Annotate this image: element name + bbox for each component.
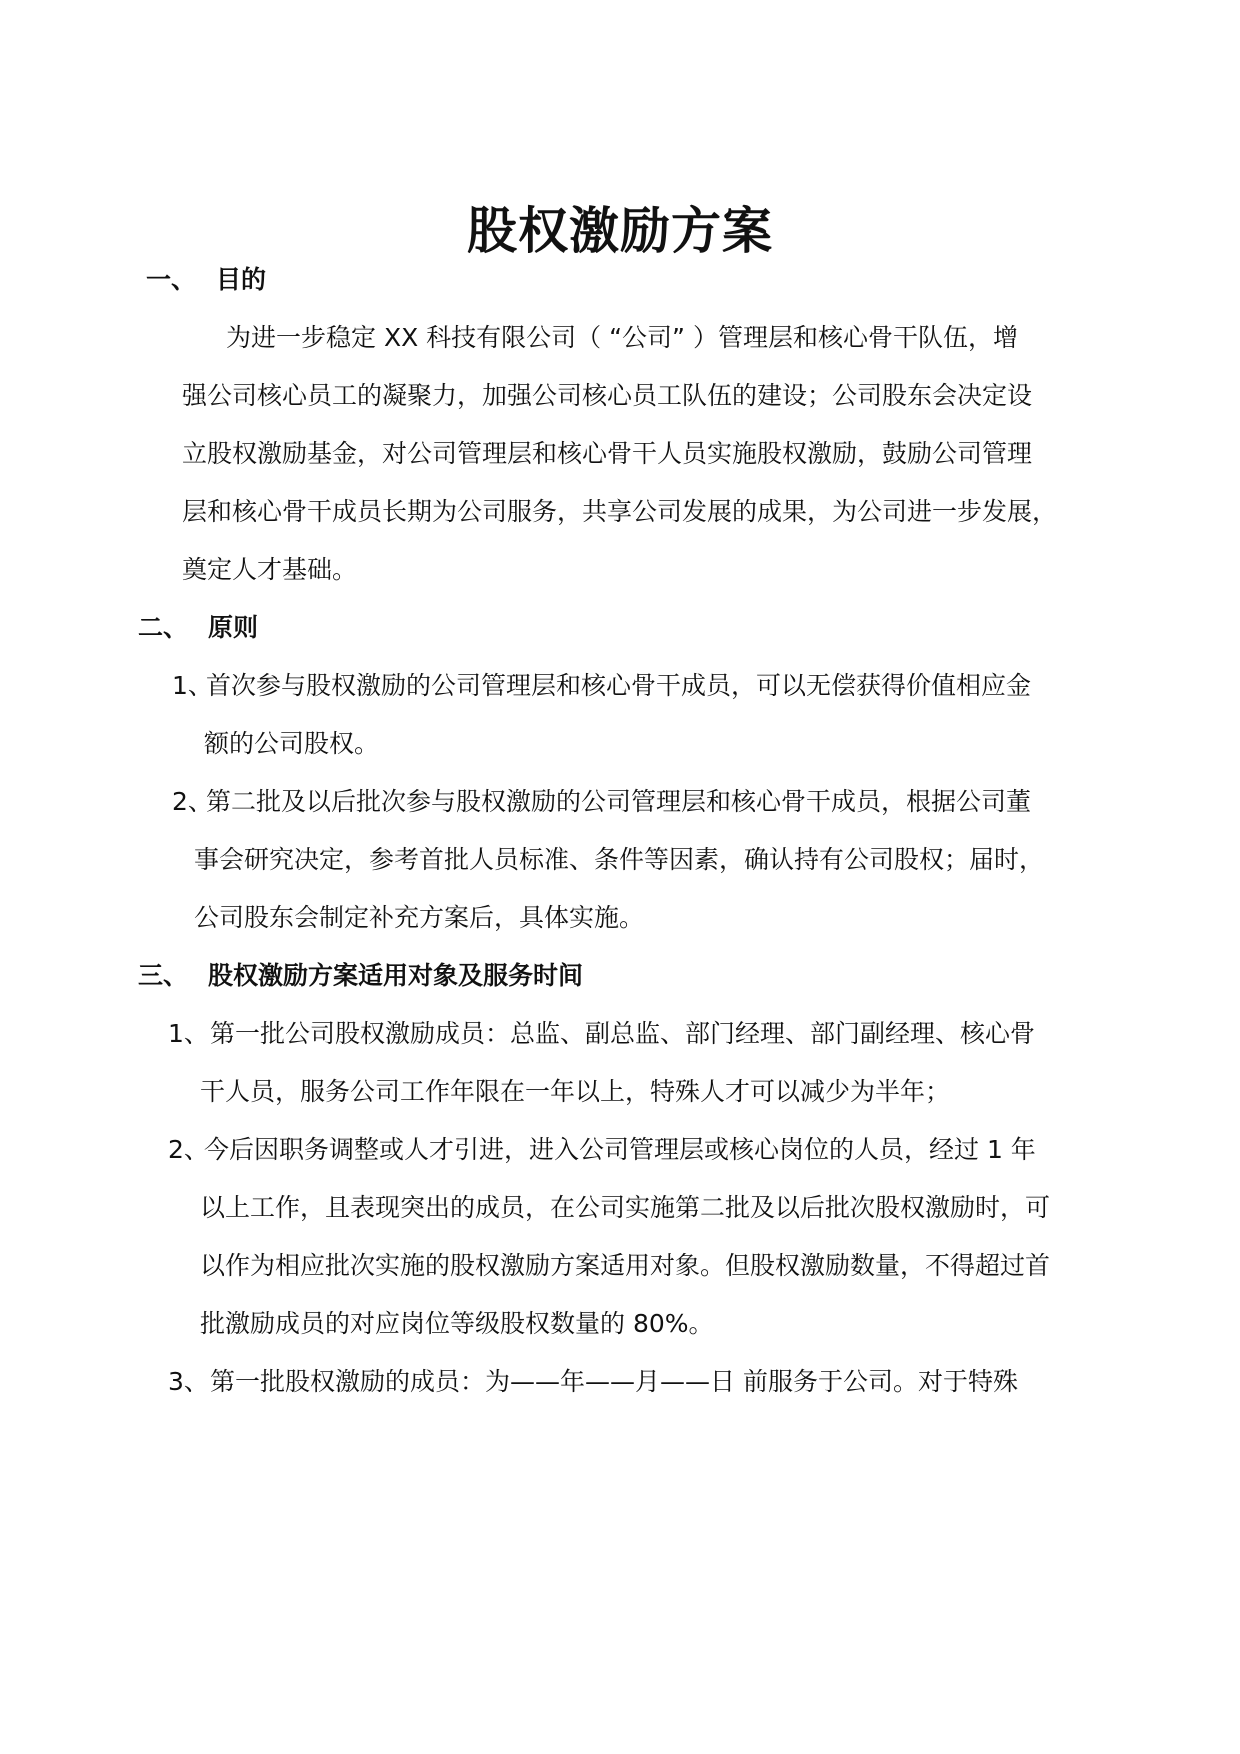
section-number: 二、 [138, 613, 189, 642]
list-item-line: 干人员，服务公司工作年限在一年以上，特殊人才可以减少为半年； [200, 1077, 951, 1106]
section-title: 目的 [216, 265, 267, 294]
list-item-line: 事会研究决定，参考首批人员标准、条件等因素，确认持有公司股权；届时， [194, 845, 1045, 874]
list-item-line: 第二批及以后批次参与股权激励的公司管理层和核心骨干成员，根据公司董 [206, 787, 1032, 816]
list-item-number: 1、 [168, 1019, 209, 1048]
list-item-line: 第一批股权激励的成员：为——年——月——日 前服务于公司。对于特殊 [210, 1367, 1018, 1396]
list-item-line: 首次参与股权激励的公司管理层和核心骨干成员，可以无偿获得价值相应金 [206, 671, 1032, 700]
document-title: 股权激励方案 [467, 202, 773, 260]
paragraph-line: 为进一步稳定 XX 科技有限公司（ “公司” ）管理层和核心骨干队伍，增 [226, 323, 1018, 352]
list-item-line: 额的公司股权。 [204, 729, 380, 758]
list-item-line: 以作为相应批次实施的股权激励方案适用对象。但股权激励数量，不得超过首 [200, 1251, 1051, 1280]
list-item-number: 3、 [168, 1367, 209, 1396]
paragraph-line: 层和核心骨干成员长期为公司服务，共享公司发展的成果，为公司进一步发展， [182, 497, 1058, 526]
list-item-line: 第一批公司股权激励成员：总监、副总监、部门经理、部门副经理、核心骨 [210, 1019, 1036, 1048]
list-item-line: 以上工作，且表现突出的成员，在公司实施第二批及以后批次股权激励时，可 [200, 1193, 1051, 1222]
section-heading-3 [138, 958, 583, 994]
paragraph-line: 立股权激励基金，对公司管理层和核心骨干人员实施股权激励，鼓励公司管理 [182, 439, 1033, 468]
section-heading-1 [146, 262, 266, 298]
list-item-number: 2、 [172, 787, 213, 816]
section-number: 三、 [138, 961, 189, 990]
section-heading-2 [138, 610, 258, 646]
paragraph-line: 奠定人才基础。 [182, 555, 358, 584]
section-title: 原则 [208, 613, 259, 642]
list-item-number: 2、 [168, 1135, 209, 1164]
section-number: 一、 [146, 265, 197, 294]
list-item-line: 批激励成员的对应岗位等级股权数量的 80%。 [200, 1309, 714, 1338]
list-item-number: 1、 [172, 671, 213, 700]
list-item-line: 公司股东会制定补充方案后，具体实施。 [194, 903, 645, 932]
list-item-line: 今后因职务调整或人才引进，进入公司管理层或核心岗位的人员，经过 1 年 [204, 1135, 1036, 1164]
paragraph-line: 强公司核心员工的凝聚力，加强公司核心员工队伍的建设；公司股东会决定设 [182, 381, 1033, 410]
section-title: 股权激励方案适用对象及服务时间 [208, 961, 584, 990]
